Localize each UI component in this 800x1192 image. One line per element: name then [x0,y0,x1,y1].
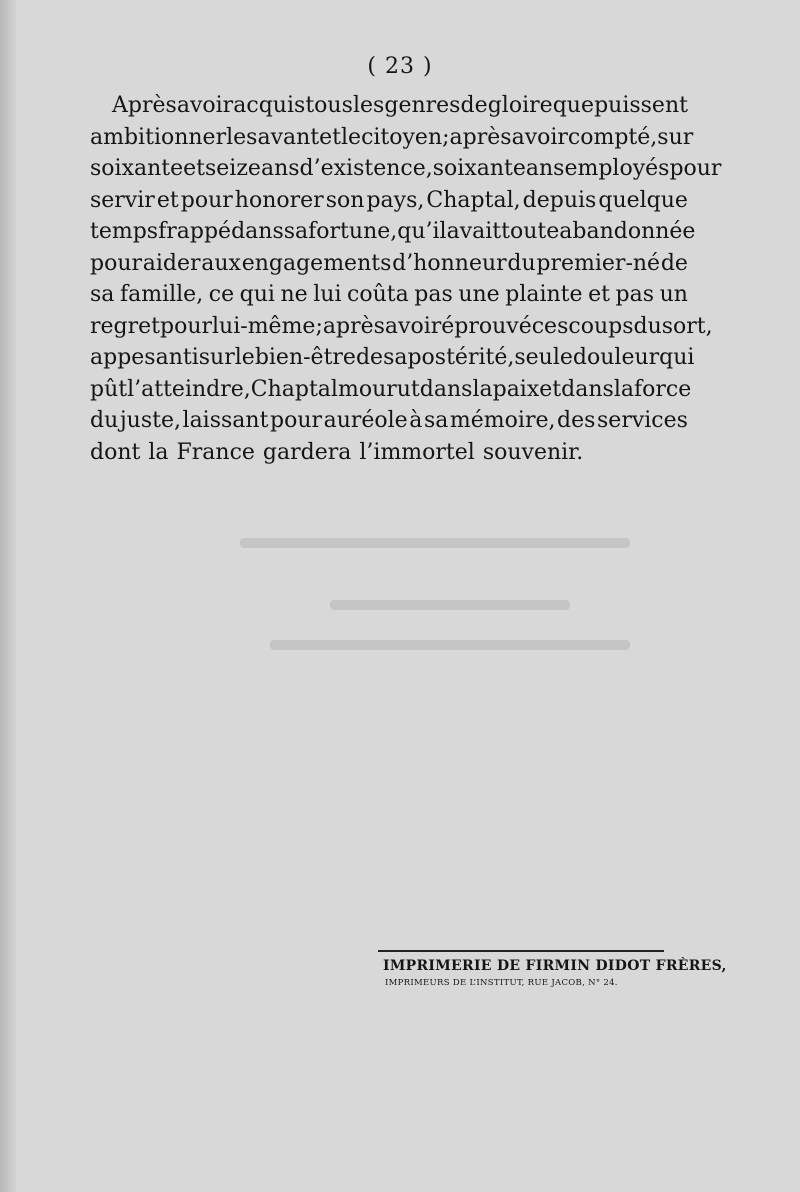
show-through-line [330,600,570,610]
word: souvenir. [482,439,584,465]
word: des [557,408,596,433]
word: d’existence, [299,156,433,181]
word: et [156,187,179,213]
word: Chaptal, [426,187,521,213]
word: fortune, [308,219,398,244]
word: le [234,345,255,370]
word: gloire [487,93,553,118]
word: sa [423,408,449,433]
text-line [90,216,696,248]
word: après [322,313,385,339]
word: acquis [233,93,306,118]
text-line [90,90,688,122]
word: dans [231,219,284,244]
word: dans [419,376,473,402]
word: lui-même; [212,313,323,339]
word: postérité, [407,345,515,370]
word: l’immortel [359,439,475,465]
word: ces [531,313,569,339]
word: pour [90,250,143,276]
word: mourut [337,376,420,402]
word: quelque [598,187,688,213]
word: pût [90,376,128,402]
text-line [90,437,688,469]
page-number: ( 23 ) [367,54,433,79]
word: de [355,345,384,370]
word: seule [514,345,573,370]
word: frappé [158,219,232,244]
word: pays, [366,187,425,213]
word: honorer [234,187,324,213]
word: famille, [119,282,204,307]
printer-imprint: IMPRIMERIE DE FIRMIN DIDOT FRÈRES, [383,958,727,974]
word: puissent [594,93,688,118]
word: employés [564,156,670,181]
word: auréole [323,408,408,433]
word: juste, [119,408,181,433]
word: avoir [511,124,568,150]
word: soixante [90,156,184,181]
show-through-line [270,640,630,650]
word: regret [90,313,160,339]
word: coûta [347,282,409,307]
text-line [90,122,694,154]
word: sa [283,219,309,244]
word: après [449,124,512,150]
word: aux [201,250,241,276]
word: sa [90,282,115,307]
show-through-text [240,530,660,680]
word: paix [492,376,540,402]
word: sort, [661,313,713,339]
word: la [472,376,493,402]
word: un [659,282,688,307]
word: du [633,313,662,339]
word: soixante [432,156,526,181]
word: sur [657,124,694,150]
word: engagements [241,250,392,276]
word: pour [669,156,722,181]
word: services [597,408,688,433]
word: appesanti [90,345,199,370]
word: temps [90,219,159,244]
text-line [90,374,692,406]
word: du [507,250,536,276]
text-line [90,405,688,437]
word: depuis [522,187,597,213]
word: les [352,93,385,118]
word: abandonnée [559,219,696,244]
word: pour [160,313,213,339]
word: premier-né [536,250,661,276]
colophon-rule [378,950,664,952]
word: et [319,124,341,150]
word: tous [305,93,353,118]
word: genres [384,93,461,118]
word: aider [142,250,201,276]
word: de [660,250,688,276]
word: mémoire, [449,408,556,433]
word: douleur [572,345,660,370]
word: gardera [262,439,352,465]
text-line [90,248,688,280]
word: son [325,187,365,213]
word: qu’il [397,219,447,244]
word: avoir [176,93,234,118]
word: d’honneur [392,250,507,276]
text-line [90,279,688,311]
word: Chaptal [250,376,338,402]
word: qui [659,345,695,370]
word: pas [414,282,453,307]
word: à [409,408,423,433]
body-paragraph [90,90,722,468]
word: avait [446,219,502,244]
word: laissant [182,408,269,433]
word: France [176,439,255,465]
word: pour [270,408,323,433]
word: la [148,439,169,465]
word: plainte [505,282,583,307]
text-line [90,185,688,217]
text-line [90,311,713,343]
word: coups [568,313,634,339]
word: dont [90,439,141,465]
word: ans [260,156,300,181]
word: savant [246,124,320,150]
word: ans [525,156,565,181]
word: le [226,124,247,150]
word: Après [112,93,177,118]
word: ne [280,282,308,307]
word: seize [205,156,261,181]
word: sa [383,345,408,370]
word: compté, [567,124,658,150]
word: servir [90,187,155,213]
text-line [90,342,695,374]
word: force [633,376,692,402]
word: bien-être [254,345,356,370]
text-line [90,153,722,185]
show-through-line [240,538,630,548]
word: et [539,376,562,402]
word: de [460,93,488,118]
word: pour [180,187,233,213]
word: toute [501,219,560,244]
page-left-edge-shadow [0,0,16,1192]
word: que [552,93,594,118]
word: du [90,408,119,433]
word: sur [198,345,235,370]
word: avoir [384,313,442,339]
word: l’atteindre, [127,376,251,402]
word: une [458,282,500,307]
word: lui [313,282,342,307]
word: la [613,376,634,402]
word: ambitionner [90,124,227,150]
word: qui [239,282,275,307]
printer-address: IMPRIMEURS DE L’INSTITUT, RUE JACOB, N° 24. [385,978,618,988]
word: éprouvé [441,313,532,339]
word: le [341,124,362,150]
word: dans [561,376,614,402]
word: pas [615,282,655,307]
word: citoyen; [361,124,450,150]
word: et [588,282,610,307]
word: et [183,156,205,181]
word: ce [208,282,235,307]
